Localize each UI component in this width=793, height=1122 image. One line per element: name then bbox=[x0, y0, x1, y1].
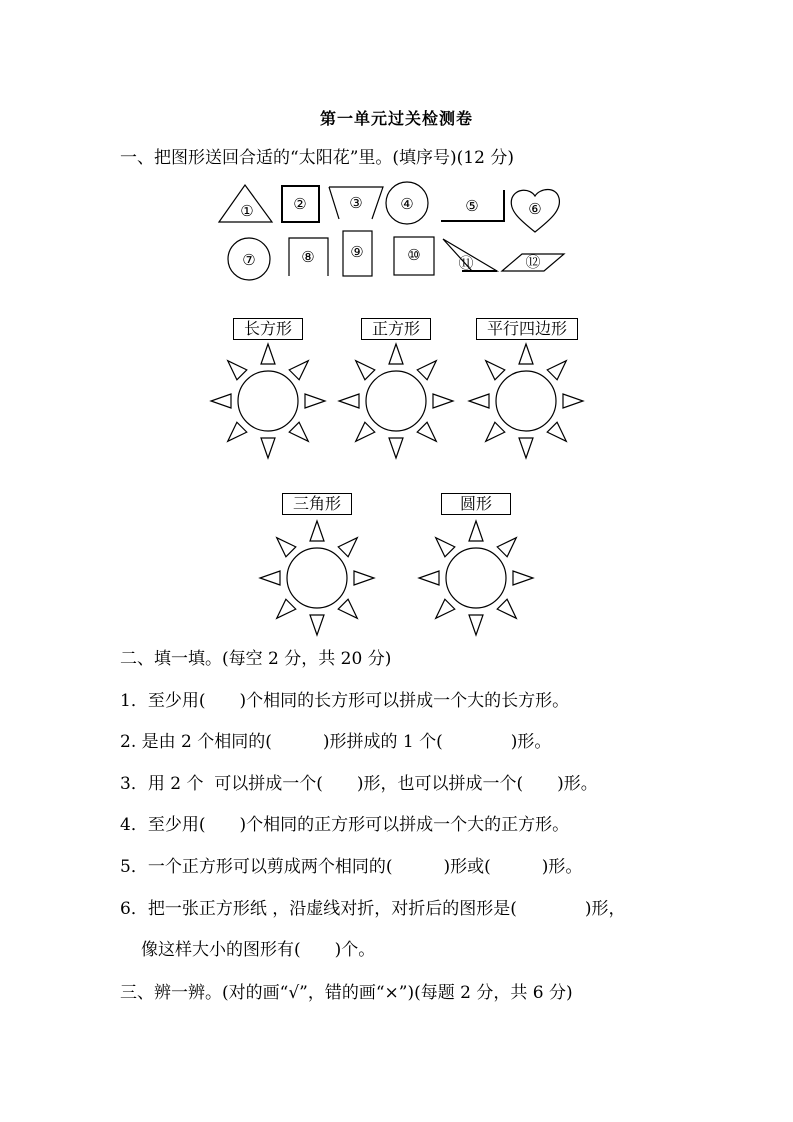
question-4: 4．至少用( )个相同的正方形可以拼成一个大的正方形。 bbox=[120, 815, 570, 835]
svg-text:③: ③ bbox=[349, 194, 363, 212]
svg-text:⑫: ⑫ bbox=[525, 253, 541, 271]
sun-label-square: 正方形 bbox=[361, 318, 431, 340]
svg-text:⑩: ⑩ bbox=[407, 246, 421, 264]
question-6-line1: 6．把一张正方形纸 ，沿虚线对折，对折后的图形是( )形， bbox=[120, 899, 626, 919]
sun-parallelogram bbox=[469, 344, 583, 458]
svg-text:⑤: ⑤ bbox=[465, 197, 479, 215]
section2-heading: 二、填一填。(每空 2 分，共 20 分) bbox=[120, 649, 392, 669]
svg-text:②: ② bbox=[293, 195, 307, 213]
svg-text:⑧: ⑧ bbox=[301, 248, 315, 266]
sun-square bbox=[339, 344, 453, 458]
section3-heading: 三、辨一辨。(对的画“√”，错的画“×”)(每题 2 分，共 6 分) bbox=[120, 983, 573, 1003]
question-1: 1．至少用( )个相同的长方形可以拼成一个大的长方形。 bbox=[120, 691, 570, 711]
svg-text:④: ④ bbox=[400, 195, 414, 213]
question-3: 3．用 2 个 可以拼成一个( )形，也可以拼成一个( )形。 bbox=[120, 774, 598, 794]
svg-text:⑥: ⑥ bbox=[528, 200, 542, 218]
sun-circle bbox=[419, 521, 533, 635]
sun-label-triangle: 三角形 bbox=[282, 493, 352, 515]
question-6-line2: 像这样大小的图形有( )个。 bbox=[141, 940, 376, 960]
question-5: 5．一个正方形可以剪成两个相同的( )形或( )形。 bbox=[120, 857, 583, 877]
sun-triangle bbox=[260, 521, 374, 635]
svg-text:⑨: ⑨ bbox=[350, 243, 364, 261]
svg-text:⑪: ⑪ bbox=[458, 254, 474, 272]
shape-num-1: ① bbox=[240, 202, 254, 220]
sun-label-circle: 圆形 bbox=[441, 493, 511, 515]
question-2: 2. 是由 2 个相同的( )形拼成的 1 个( )形。 bbox=[120, 732, 552, 752]
sun-label-parallelogram: 平行四边形 bbox=[476, 318, 578, 340]
sun-label-rectangle: 长方形 bbox=[233, 318, 303, 340]
sun-rectangle bbox=[211, 344, 325, 458]
svg-text:⑦: ⑦ bbox=[242, 251, 256, 269]
page-title: 第一单元过关检测卷 bbox=[319, 109, 473, 128]
section1-heading: 一、把图形送回合适的“太阳花”里。(填序号)(12 分) bbox=[120, 148, 514, 168]
